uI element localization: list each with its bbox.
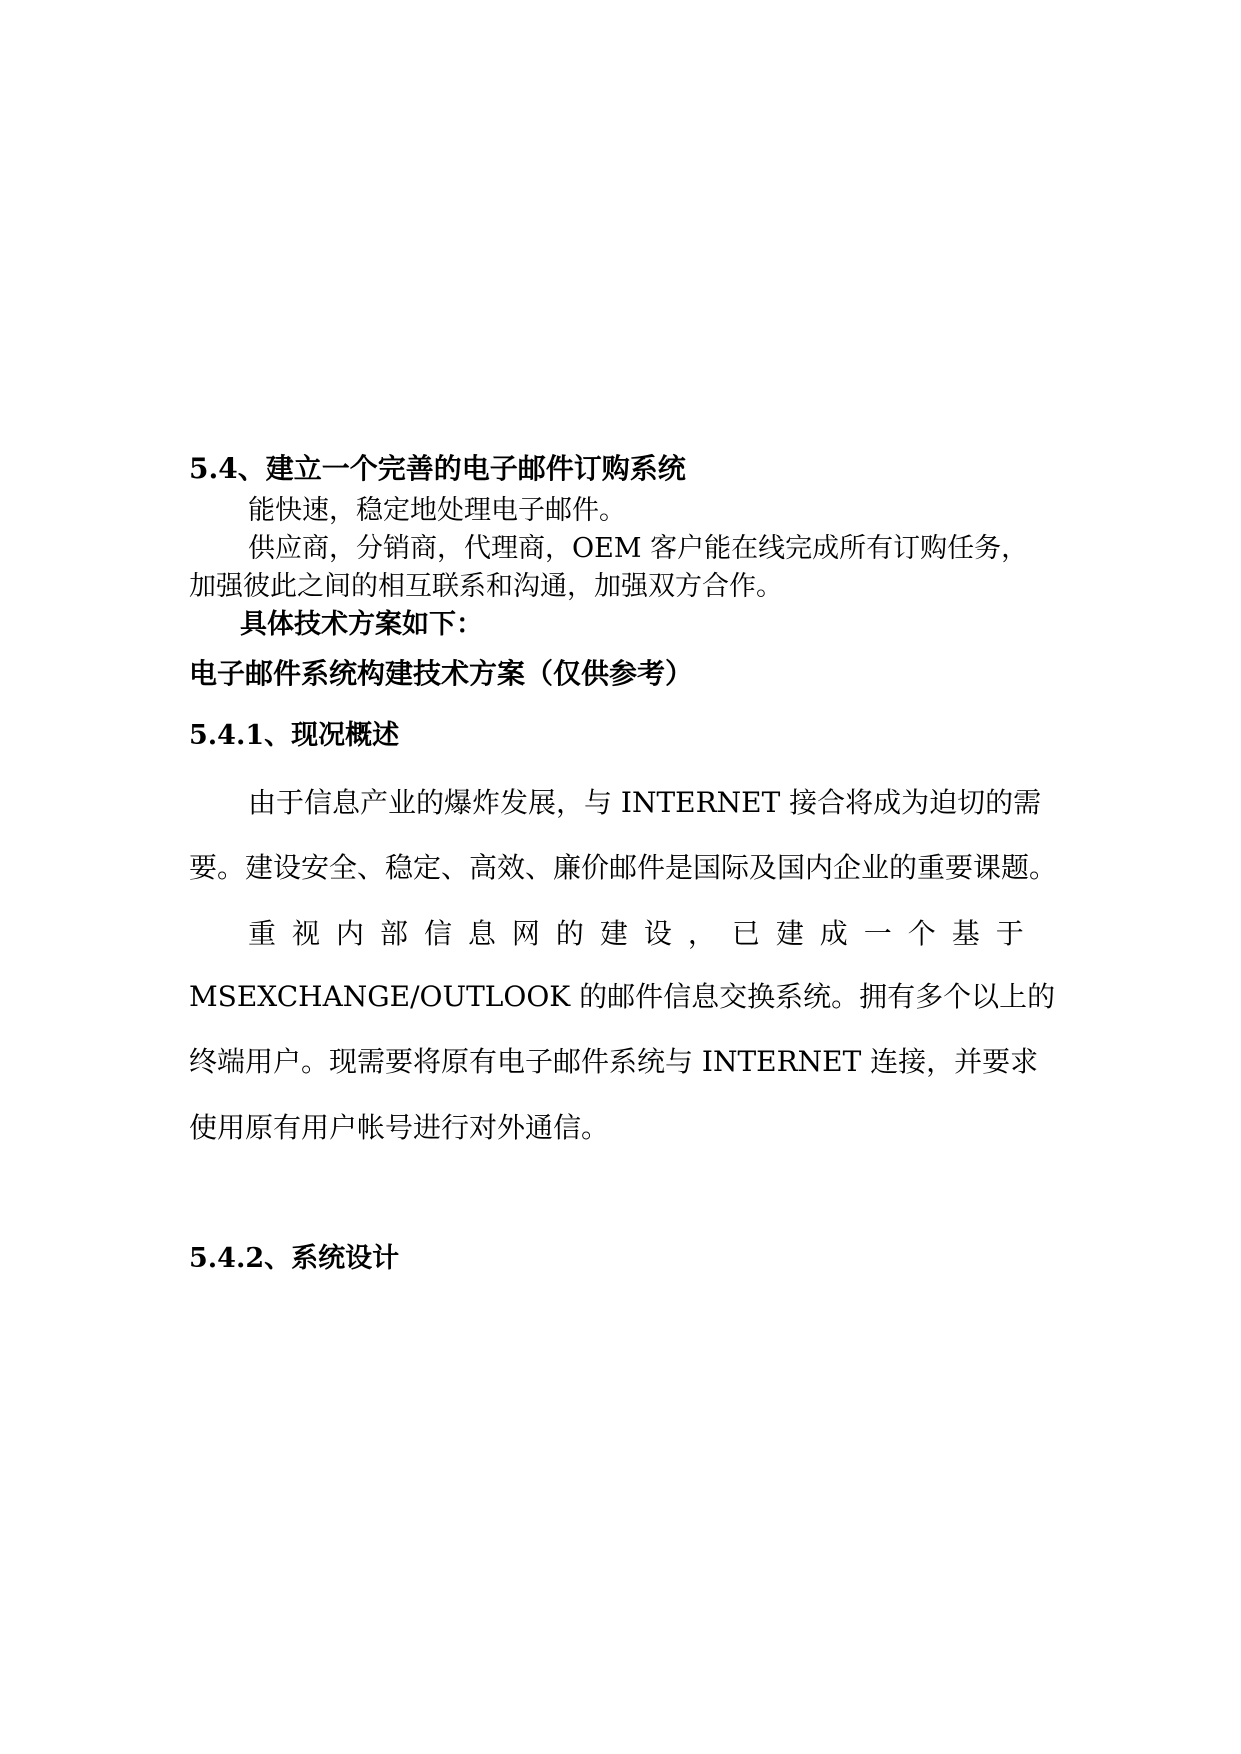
justified-character: 内 [335, 917, 364, 950]
justified-character: 重 [248, 917, 277, 950]
justified-character: 基 [951, 917, 980, 950]
section-5-4-1-paragraph-2-line-3: 终端用户。现需要将原有电子邮件系统与 INTERNET 连接，并要求 [189, 1045, 1039, 1078]
section-5-4-1-paragraph-2-line-2: MSEXCHANGE/OUTLOOK 的邮件信息交换系统。拥有多个以上的 [189, 980, 1056, 1013]
justified-character: 成 [819, 917, 848, 950]
justified-character: 建 [599, 917, 628, 950]
section-5-4-1-paragraph-1-line-1: 由于信息产业的爆炸发展，与 INTERNET 接合将成为迫切的需 [248, 786, 1042, 819]
justified-character: ， [687, 917, 716, 950]
justified-character: 信 [423, 917, 452, 950]
section-5-4-1-paragraph-2-line-4: 使用原有用户帐号进行对外通信。 [189, 1111, 610, 1144]
section-5-4-1-paragraph-1-line-2: 要。建设安全、稳定、高效、廉价邮件是国际及国内企业的重要课题。 [189, 851, 1058, 884]
section-5-4-paragraph-1: 能快速，稳定地处理电子邮件。 [248, 495, 626, 526]
section-5-4-paragraph-2-line-1: 供应商，分销商，代理商，OEM 客户能在线完成所有订购任务， [248, 533, 1029, 564]
justified-character: 于 [995, 917, 1024, 950]
justified-character: 已 [731, 917, 760, 950]
justified-character: 的 [555, 917, 584, 950]
justified-character: 视 [291, 917, 320, 950]
justified-character: 网 [511, 917, 540, 950]
section-5-4-heading: 5.4、建立一个完善的电子邮件订购系统 [189, 452, 686, 485]
justified-character: 一 [863, 917, 892, 950]
section-5-4-paragraph-2-line-2: 加强彼此之间的相互联系和沟通，加强双方合作。 [189, 571, 783, 602]
justified-character: 个 [907, 917, 936, 950]
section-5-4-1-heading: 5.4.1、现况概述 [189, 720, 400, 751]
technical-plan-lead: 具体技术方案如下： [240, 609, 483, 640]
section-5-4-2-heading: 5.4.2、系统设计 [189, 1243, 400, 1274]
justified-character: 部 [379, 917, 408, 950]
justified-character: 建 [775, 917, 804, 950]
justified-character: 设 [643, 917, 672, 950]
justified-character: 息 [467, 917, 496, 950]
document-title: 电子邮件系统构建技术方案（仅供参考） [189, 657, 694, 690]
section-5-4-1-paragraph-2-line-1 [248, 917, 1024, 950]
